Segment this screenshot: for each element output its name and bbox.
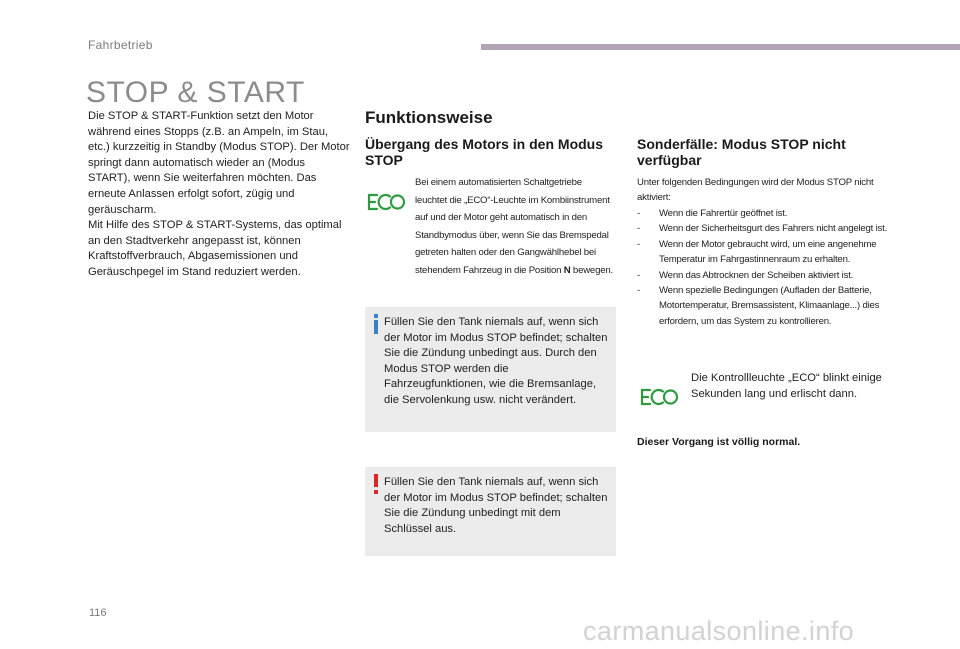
list-item: - Wenn die Fahrertür geöffnet ist.: [637, 206, 902, 221]
info-text: Füllen Sie den Tank niemals auf, wenn sich der Motor im Modus STOP befindet; schalten Sie die Zündung unbedingt aus. Durch den Modus STOP werden die Fahrzeugfunktionen, wie die Bremsanlage, die Servolenkung usw. nicht verändert.: [384, 316, 608, 406]
eco-icon: [636, 382, 680, 412]
list-dash: -: [637, 238, 640, 250]
watermark: carmanualsonline.info: [583, 616, 855, 646]
header-accent-bar: [481, 44, 960, 50]
warning-icon: [371, 474, 381, 494]
list-item: - Wenn spezielle Bedingungen (Aufladen der Batterie, Motortemperatur, Bremsassistent, Klimaanlage...) dies erfordern, um das System zu kontrollieren.: [637, 285, 880, 327]
gear-position: N: [563, 264, 571, 276]
special-cases-intro: Unter folgenden Bedingungen wird der Modus STOP nicht aktiviert:: [637, 177, 874, 204]
intro-text: [88, 109, 350, 281]
eco-blink-note: Die Kontrollleuchte „ECO“ blinkt einige Sekunden lang und erlischt dann.: [691, 372, 882, 400]
info-icon: [371, 314, 381, 334]
special-cases-heading: Sonderfälle: Modus STOP nicht verfügbar: [637, 136, 846, 168]
stop-mode-heading: Übergang des Motors in den Modus STOP: [365, 136, 604, 168]
info-box: [365, 307, 616, 432]
page-number: 116: [89, 607, 107, 619]
list-dash: -: [637, 285, 640, 297]
eco-icon: [363, 187, 407, 217]
list-item: - Wenn der Motor gebraucht wird, um eine angenehme Temperatur im Fahrgastinnenraum zu erhalten.: [637, 238, 877, 266]
warning-box: [365, 467, 616, 556]
stop-mode-description: Bei einem automatisierten Schaltgetriebe leuchtet die „ECO“-Leuchte im Kombiinstrument auf und der Motor geht automatisch in den Standbymodus über, wenn Sie das Bremspedal getreten halten oder den Gangwählhebel bei stehendem Fahrzeug in die Position N bewegen.: [415, 177, 613, 276]
normal-note: Dieser Vorgang ist völlig normal.: [637, 436, 801, 448]
section-label: Fahrbetrieb: [88, 38, 153, 52]
list-dash: -: [637, 208, 640, 219]
list-dash: -: [637, 269, 640, 281]
intro-paragraph: Die STOP & START-Funktion setzt den Motor während eines Stopps (z.B. an Ampeln, im Stau, etc.) kurzzeitig in Standby (Modus STOP). Der Motor springt dann automatisch wieder an (Modus START), wenn Sie weiterfahren möchten. Das erneute Anlassen erfolgt sofort, zügig und geräuscharm.: [88, 110, 350, 216]
list-dash: -: [637, 223, 640, 235]
list-item: - Wenn der Sicherheitsgurt des Fahrers nicht angelegt ist.: [637, 221, 902, 236]
intro-paragraph: Mit Hilfe des STOP & START-Systems, das optimal an den Stadtverkehr angepasst ist, können Kraftstoffverbrauch, Abgasemissionen und Geräuschpegel im Stand reduziert werden.: [88, 219, 342, 278]
special-cases-list: [637, 206, 902, 329]
warning-text: Füllen Sie den Tank niemals auf, wenn sich der Motor im Modus STOP befindet; schalten Sie die Zündung unbedingt mit dem Schlüssel aus.: [384, 476, 608, 535]
list-item: - Wenn das Abtrocknen der Scheiben aktiviert ist.: [637, 268, 902, 283]
section-heading: Funktionsweise: [365, 108, 493, 127]
page-title: STOP & START: [86, 76, 305, 109]
